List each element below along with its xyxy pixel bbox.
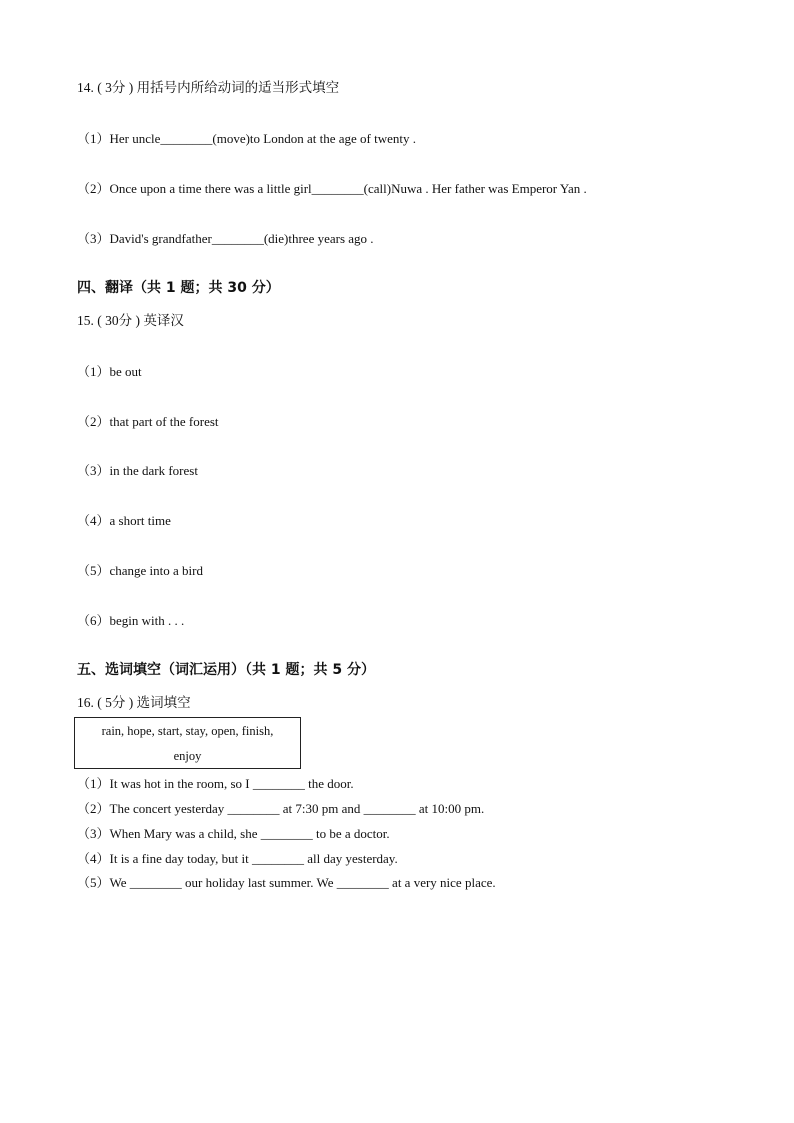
question-14-item-2: （2）Once upon a time there was a little girl________(call)Nuwa . Her father was Emperor Yan . <box>77 181 587 196</box>
question-14-header: 14. ( 3分 ) 用括号内所给动词的适当形式填空 <box>77 80 340 95</box>
question-16-item-2: （2）The concert yesterday ________ at 7:30 pm and ________ at 10:00 pm. <box>77 801 485 816</box>
word-bank-line-2: enjoy <box>173 749 202 763</box>
question-14-item-1: （1）Her uncle________(move)to London at the age of twenty . <box>77 131 416 146</box>
question-14-item-3: （3）David's grandfather________(die)three years ago . <box>77 231 374 246</box>
question-15-header: 15. ( 30分 ) 英译汉 <box>77 313 184 328</box>
section-4-title: 四、翻译（共 1 题；共 30 分） <box>77 280 280 296</box>
question-15-item-6: （6）begin with . . . <box>77 613 185 628</box>
question-15-item-3: （3）in the dark forest <box>77 463 198 478</box>
question-15-item-1: （1）be out <box>77 364 142 379</box>
question-16-item-3: （3）When Mary was a child, she ________ to be a doctor. <box>77 826 390 841</box>
question-16-item-1: （1）It was hot in the room, so I ________ the door. <box>77 776 354 791</box>
question-16-item-4: （4）It is a fine day today, but it ________ all day yesterday. <box>77 851 398 866</box>
question-15-item-2: （2）that part of the forest <box>77 414 219 429</box>
question-16-header: 16. ( 5分 ) 选词填空 <box>77 695 191 710</box>
section-5-title: 五、选词填空（词汇运用）（共 1 题；共 5 分） <box>77 662 375 678</box>
question-15-item-4: （4）a short time <box>77 513 171 528</box>
word-bank-box <box>74 717 301 769</box>
question-15-item-5: （5）change into a bird <box>77 563 203 578</box>
question-16-item-5: （5）We ________ our holiday last summer. We ________ at a very nice place. <box>77 875 496 890</box>
word-bank-line-1: rain, hope, start, stay, open, finish, <box>101 724 274 738</box>
